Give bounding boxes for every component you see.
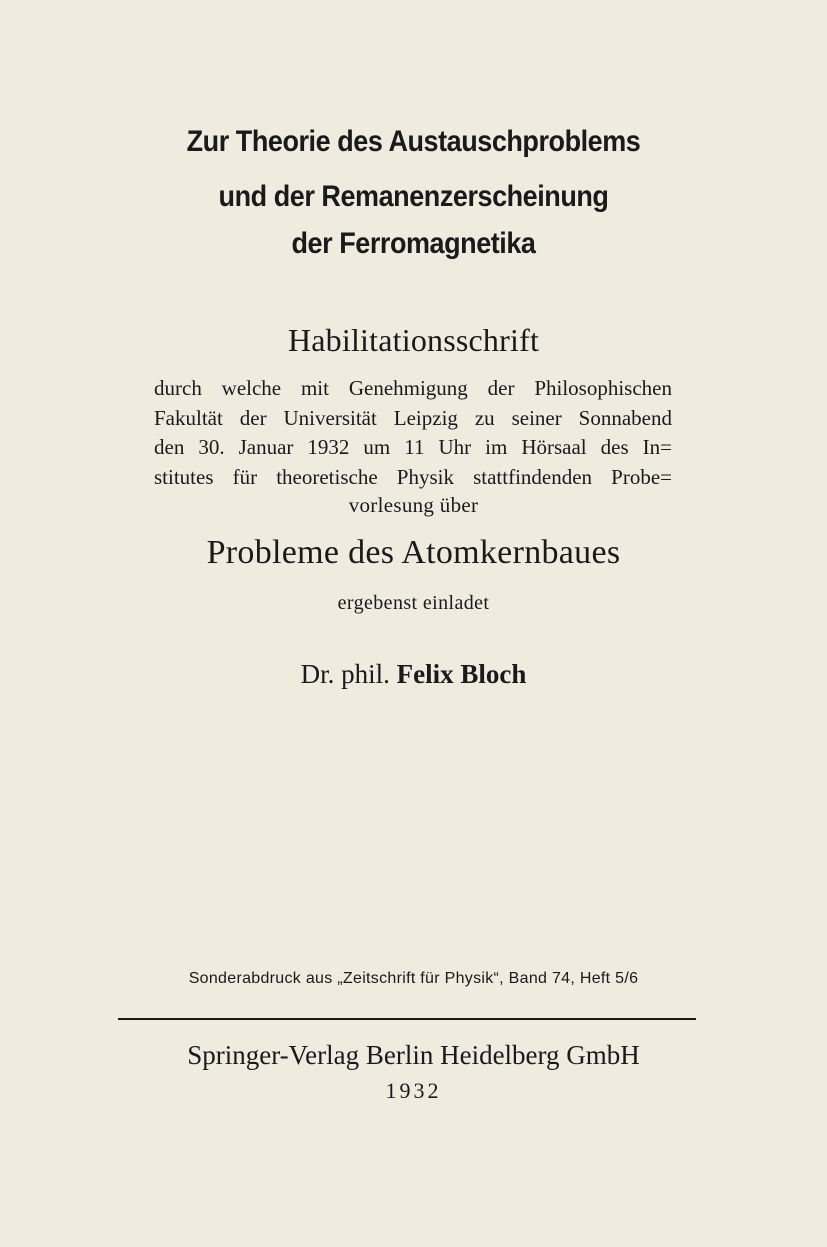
invitation-line-5: vorlesung über [348,493,479,517]
lecture-title: Probleme des Atomkernbaues [206,534,621,571]
author-name: Felix Bloch [396,659,527,689]
invitation-line-2: Fakultät der Universität Leipzig zu seiner Sonnabend [154,405,672,430]
title-line-1: Zur Theorie des Austauschproblems [186,125,641,158]
author [0,659,827,690]
invitation-line-4: stitutes für theoretische Physik stattfindenden Probe= [154,464,672,489]
invitation-line-3: den 30. Januar 1932 um 11 Uhr im Hörsaal des In= [154,435,672,459]
title-line-3: der Ferromagnetika [291,227,536,260]
invitation-line-1: durch welche mit Genehmigung der Philosophischen [154,376,672,400]
author-prefix: Dr. phil. [300,659,390,689]
offprint-note: Sonderabdruck aus „Zeitschrift für Physik“, Band 74, Heft 5/6 [188,970,639,987]
document-type: Habilitationsschrift [287,322,540,358]
publication-year: 1932 [385,1078,442,1103]
invite-phrase: ergebenst einladet [337,592,490,614]
title-line-2: und der Remanenzerscheinung [218,180,609,213]
publisher: Springer-Verlag Berlin Heidelberg GmbH [187,1040,640,1070]
divider-rule [118,1018,696,1020]
invitation-text [154,374,672,492]
